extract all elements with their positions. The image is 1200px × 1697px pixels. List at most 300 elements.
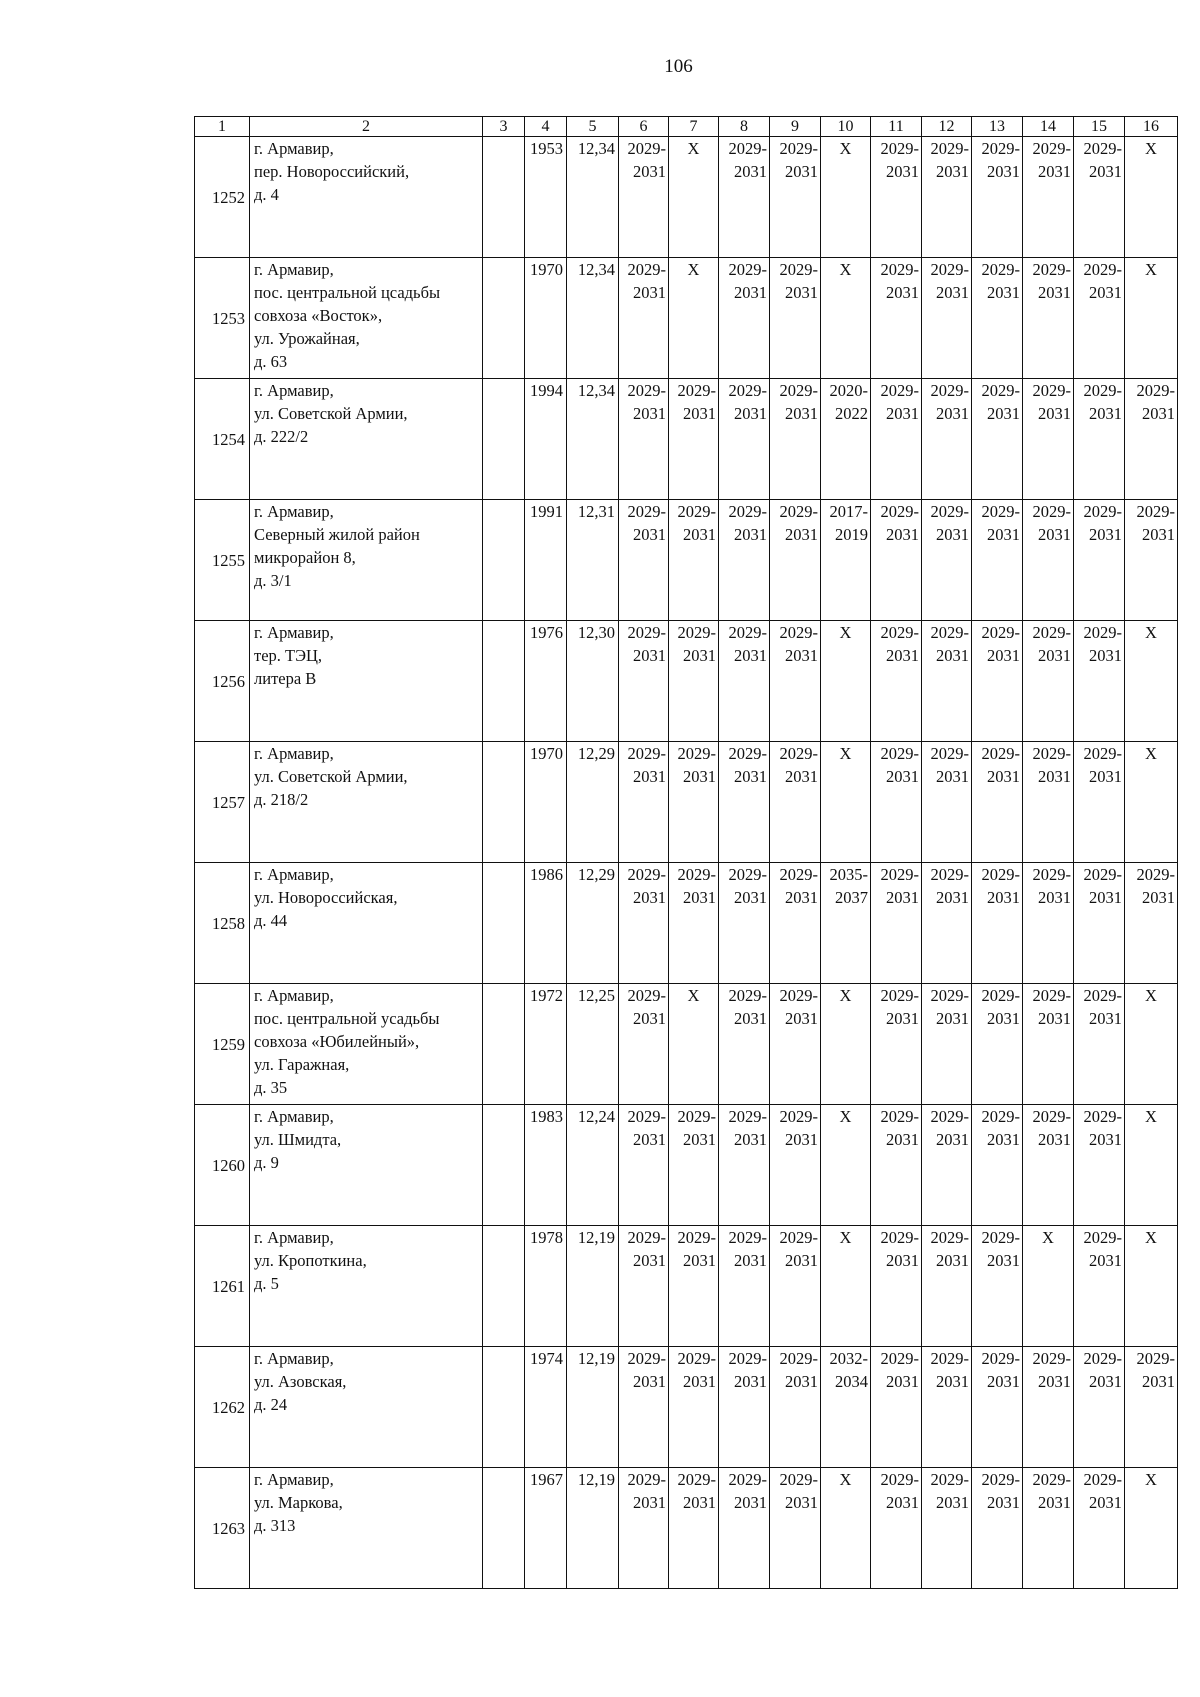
period-value: 2029- 2031 xyxy=(677,381,716,423)
period-value: 2029- 2031 xyxy=(930,623,969,665)
year-cell: 1991 xyxy=(525,500,567,621)
address-line: ул. Советской Армии, xyxy=(254,767,408,786)
period-value: 2029- 2031 xyxy=(627,744,666,786)
period-value: 2029- 2031 xyxy=(981,139,1020,181)
period-cell xyxy=(1125,258,1178,379)
period-cell xyxy=(619,1226,669,1347)
period-value: 2032- 2034 xyxy=(829,1349,868,1391)
address-line: д. 313 xyxy=(254,1516,296,1535)
period-value: 2029- 2031 xyxy=(677,1228,716,1270)
period-value: 2029- 2031 xyxy=(728,623,767,665)
period-cell xyxy=(770,1468,821,1589)
period-value: 2029- 2031 xyxy=(728,139,767,181)
period-value: 2029- 2031 xyxy=(930,744,969,786)
col3-cell xyxy=(483,137,525,258)
period-value: 2029- 2031 xyxy=(930,1470,969,1512)
period-cell xyxy=(1074,621,1125,742)
year-cell: 1953 xyxy=(525,137,567,258)
period-value: 2029- 2031 xyxy=(930,139,969,181)
period-value: 2029- 2031 xyxy=(1032,381,1071,423)
not-required-mark: X xyxy=(1145,1470,1157,1489)
register-table xyxy=(194,116,1178,1589)
header-cell: 6 xyxy=(619,117,669,137)
header-cell: 5 xyxy=(567,117,619,137)
address-line: совхоза «Юбилейный», xyxy=(254,1032,420,1051)
area-cell: 12,29 xyxy=(567,742,619,863)
period-cell xyxy=(619,1347,669,1468)
area-cell: 12,34 xyxy=(567,258,619,379)
col3-cell xyxy=(483,984,525,1105)
period-cell xyxy=(922,1105,972,1226)
period-value: 2029- 2031 xyxy=(930,1349,969,1391)
col3-cell xyxy=(483,742,525,863)
period-value: 2029- 2031 xyxy=(930,865,969,907)
address-cell xyxy=(250,984,483,1105)
year-cell: 1994 xyxy=(525,379,567,500)
period-cell xyxy=(1125,1468,1178,1589)
period-cell xyxy=(719,258,770,379)
period-cell xyxy=(770,379,821,500)
period-cell xyxy=(719,137,770,258)
period-value: 2029- 2031 xyxy=(1083,744,1122,786)
period-value: 2029- 2031 xyxy=(779,1349,818,1391)
area-cell: 12,34 xyxy=(567,379,619,500)
period-value: 2029- 2031 xyxy=(779,139,818,181)
year-cell: 1986 xyxy=(525,863,567,984)
period-cell xyxy=(1074,984,1125,1105)
header-cell: 10 xyxy=(821,117,871,137)
period-cell xyxy=(871,258,922,379)
period-value: 2029- 2031 xyxy=(728,381,767,423)
period-cell xyxy=(619,1468,669,1589)
period-value: 2029- 2031 xyxy=(728,502,767,544)
period-cell xyxy=(871,863,922,984)
period-value: 2029- 2031 xyxy=(1032,1349,1071,1391)
period-cell xyxy=(1074,258,1125,379)
period-cell xyxy=(669,1347,719,1468)
period-cell xyxy=(972,863,1023,984)
address-line: ул. Азовская, xyxy=(254,1372,347,1391)
table-body xyxy=(195,117,1178,1589)
period-cell xyxy=(871,500,922,621)
period-value: 2029- 2031 xyxy=(779,1107,818,1149)
period-value: 2029- 2031 xyxy=(1083,381,1122,423)
period-cell xyxy=(922,500,972,621)
period-cell xyxy=(770,137,821,258)
address-line: д. 63 xyxy=(254,352,288,371)
area-cell: 12,24 xyxy=(567,1105,619,1226)
period-value: 2029- 2031 xyxy=(1083,260,1122,302)
period-value: 2029- 2031 xyxy=(1032,502,1071,544)
period-value: 2029- 2031 xyxy=(627,502,666,544)
period-value: 2029- 2031 xyxy=(981,1107,1020,1149)
period-value: 2029- 2031 xyxy=(930,381,969,423)
period-cell xyxy=(669,500,719,621)
address-cell xyxy=(250,258,483,379)
address-line: г. Армавир, xyxy=(254,502,334,521)
period-value: 2029- 2031 xyxy=(1083,1470,1122,1512)
period-cell xyxy=(770,863,821,984)
period-value: 2029- 2031 xyxy=(677,623,716,665)
period-cell xyxy=(1125,863,1178,984)
period-cell xyxy=(719,500,770,621)
row-number: 1261 xyxy=(195,1226,250,1347)
not-required-mark: X xyxy=(839,1107,852,1126)
period-value: 2029- 2031 xyxy=(779,260,818,302)
col3-cell xyxy=(483,863,525,984)
period-cell xyxy=(821,1105,871,1226)
address-line: пос. центральной усадьбы xyxy=(254,1009,440,1028)
address-line: г. Армавир, xyxy=(254,139,334,158)
period-cell xyxy=(972,1468,1023,1589)
period-cell xyxy=(1074,1226,1125,1347)
period-value: 2029- 2031 xyxy=(1083,139,1122,181)
address-line: д. 24 xyxy=(254,1395,288,1414)
address-cell xyxy=(250,500,483,621)
period-cell xyxy=(871,1468,922,1589)
period-value: 2029- 2031 xyxy=(1083,623,1122,665)
period-cell xyxy=(1023,500,1074,621)
period-value: 2029- 2031 xyxy=(677,1470,716,1512)
period-cell xyxy=(1023,1347,1074,1468)
col3-cell xyxy=(483,500,525,621)
period-value: 2029- 2031 xyxy=(880,139,919,181)
period-cell xyxy=(1023,1226,1074,1347)
period-value: 2029- 2031 xyxy=(779,1228,818,1270)
address-line: г. Армавир, xyxy=(254,381,334,400)
period-value: 2029- 2031 xyxy=(930,502,969,544)
period-cell xyxy=(871,1347,922,1468)
area-cell: 12,30 xyxy=(567,621,619,742)
address-line: ул. Кропоткина, xyxy=(254,1251,367,1270)
period-cell xyxy=(619,984,669,1105)
header-cell: 7 xyxy=(669,117,719,137)
period-value: 2029- 2031 xyxy=(1083,1107,1122,1149)
period-value: 2029- 2031 xyxy=(1083,865,1122,907)
address-cell xyxy=(250,742,483,863)
not-required-mark: X xyxy=(839,139,852,158)
period-cell xyxy=(770,984,821,1105)
address-cell xyxy=(250,1105,483,1226)
area-cell: 12,34 xyxy=(567,137,619,258)
period-value: 2029- 2031 xyxy=(779,381,818,423)
period-value: 2029- 2031 xyxy=(1032,744,1071,786)
period-cell xyxy=(619,621,669,742)
period-cell xyxy=(770,1226,821,1347)
period-cell xyxy=(871,137,922,258)
period-cell xyxy=(821,137,871,258)
period-value: 2017- 2019 xyxy=(829,502,868,544)
year-cell: 1970 xyxy=(525,258,567,379)
address-line: г. Армавир, xyxy=(254,1349,334,1368)
period-cell xyxy=(1074,1347,1125,1468)
col3-cell xyxy=(483,1105,525,1226)
period-cell xyxy=(821,258,871,379)
period-value: 2029- 2031 xyxy=(880,381,919,423)
period-cell xyxy=(1074,863,1125,984)
address-line: г. Армавир, xyxy=(254,744,334,763)
period-cell xyxy=(1074,1468,1125,1589)
period-value: 2029- 2031 xyxy=(1032,139,1071,181)
row-number: 1254 xyxy=(195,379,250,500)
address-line: ул. Новороссийская, xyxy=(254,888,398,907)
period-cell xyxy=(871,379,922,500)
period-cell xyxy=(821,863,871,984)
period-value: 2029- 2031 xyxy=(1083,1228,1122,1270)
header-cell: 9 xyxy=(770,117,821,137)
period-cell xyxy=(821,1347,871,1468)
address-line: Северный жилой район xyxy=(254,525,420,544)
not-required-mark: X xyxy=(1145,1107,1157,1126)
header-cell: 8 xyxy=(719,117,770,137)
address-line: г. Армавир, xyxy=(254,623,334,642)
address-line: микрорайон 8, xyxy=(254,548,356,567)
row-number: 1259 xyxy=(195,984,250,1105)
period-cell xyxy=(1125,500,1178,621)
row-number: 1262 xyxy=(195,1347,250,1468)
area-cell: 12,19 xyxy=(567,1468,619,1589)
period-cell xyxy=(821,1226,871,1347)
period-cell xyxy=(619,1105,669,1226)
area-cell: 12,31 xyxy=(567,500,619,621)
period-cell xyxy=(1125,1105,1178,1226)
area-cell: 12,25 xyxy=(567,984,619,1105)
period-cell xyxy=(719,742,770,863)
col3-cell xyxy=(483,379,525,500)
period-cell xyxy=(922,742,972,863)
period-value: 2029- 2031 xyxy=(1136,381,1175,423)
period-cell xyxy=(1125,621,1178,742)
address-cell xyxy=(250,1226,483,1347)
period-cell xyxy=(1125,1226,1178,1347)
period-cell xyxy=(972,1347,1023,1468)
period-value: 2029- 2031 xyxy=(728,1228,767,1270)
period-value: 2029- 2031 xyxy=(677,502,716,544)
period-value: 2029- 2031 xyxy=(728,260,767,302)
period-cell xyxy=(972,258,1023,379)
period-cell xyxy=(871,984,922,1105)
period-value: 2029- 2031 xyxy=(779,744,818,786)
column-number-header xyxy=(195,117,1178,137)
period-value: 2029- 2031 xyxy=(880,744,919,786)
period-value: 2029- 2031 xyxy=(880,1107,919,1149)
period-cell xyxy=(972,379,1023,500)
row-number: 1263 xyxy=(195,1468,250,1589)
period-cell xyxy=(1125,742,1178,863)
address-line: д. 218/2 xyxy=(254,790,309,809)
address-cell xyxy=(250,621,483,742)
year-cell: 1972 xyxy=(525,984,567,1105)
period-value: 2029- 2031 xyxy=(981,623,1020,665)
period-cell xyxy=(719,863,770,984)
period-cell xyxy=(669,379,719,500)
period-cell xyxy=(669,863,719,984)
address-cell xyxy=(250,863,483,984)
header-cell: 14 xyxy=(1023,117,1074,137)
period-cell xyxy=(770,1105,821,1226)
header-cell: 2 xyxy=(250,117,483,137)
period-value: 2029- 2031 xyxy=(1032,1107,1071,1149)
period-value: 2029- 2031 xyxy=(728,986,767,1028)
address-line: г. Армавир, xyxy=(254,1228,334,1247)
period-cell xyxy=(669,621,719,742)
period-cell xyxy=(770,742,821,863)
period-value: 2029- 2031 xyxy=(1032,865,1071,907)
period-cell xyxy=(770,1347,821,1468)
period-value: 2029- 2031 xyxy=(627,623,666,665)
address-line: д. 9 xyxy=(254,1153,279,1172)
row-number: 1255 xyxy=(195,500,250,621)
period-value: 2029- 2031 xyxy=(779,865,818,907)
period-cell xyxy=(1023,137,1074,258)
area-cell: 12,19 xyxy=(567,1226,619,1347)
period-cell xyxy=(770,258,821,379)
not-required-mark: X xyxy=(1145,139,1157,158)
not-required-mark: X xyxy=(839,1228,852,1247)
address-cell xyxy=(250,1347,483,1468)
row-number: 1258 xyxy=(195,863,250,984)
period-cell xyxy=(619,258,669,379)
area-cell: 12,19 xyxy=(567,1347,619,1468)
address-line: совхоза «Восток», xyxy=(254,306,383,325)
period-value: 2029- 2031 xyxy=(1032,1470,1071,1512)
period-value: 2029- 2031 xyxy=(1032,623,1071,665)
period-value: 2029- 2031 xyxy=(627,1470,666,1512)
period-value: 2029- 2031 xyxy=(1136,502,1175,544)
address-line: пер. Новороссийский, xyxy=(254,162,410,181)
header-cell: 16 xyxy=(1125,117,1178,137)
not-required-mark: X xyxy=(839,744,852,763)
not-required-mark: X xyxy=(839,260,852,279)
period-value: 2029- 2031 xyxy=(677,1349,716,1391)
not-required-mark: X xyxy=(1042,1228,1054,1247)
period-value: 2035- 2037 xyxy=(829,865,868,907)
period-value: 2029- 2031 xyxy=(930,260,969,302)
year-cell: 1976 xyxy=(525,621,567,742)
period-value: 2029- 2031 xyxy=(779,986,818,1028)
header-cell: 13 xyxy=(972,117,1023,137)
year-cell: 1967 xyxy=(525,1468,567,1589)
table-row xyxy=(195,379,1178,500)
period-value: 2029- 2031 xyxy=(880,1228,919,1270)
period-value: 2029- 2031 xyxy=(627,1107,666,1149)
period-cell xyxy=(972,500,1023,621)
col3-cell xyxy=(483,1226,525,1347)
period-cell xyxy=(669,1105,719,1226)
period-cell xyxy=(719,1468,770,1589)
row-number: 1252 xyxy=(195,137,250,258)
period-value: 2029- 2031 xyxy=(880,623,919,665)
col3-cell xyxy=(483,1468,525,1589)
not-required-mark: X xyxy=(1145,623,1157,642)
address-line: литера В xyxy=(254,669,317,688)
address-line: д. 44 xyxy=(254,911,288,930)
not-required-mark: X xyxy=(839,1470,852,1489)
period-cell xyxy=(1023,1105,1074,1226)
period-value: 2029- 2031 xyxy=(627,1349,666,1391)
header-cell: 4 xyxy=(525,117,567,137)
not-required-mark: X xyxy=(839,986,852,1005)
header-cell: 1 xyxy=(195,117,250,137)
period-value: 2029- 2031 xyxy=(627,381,666,423)
period-cell xyxy=(669,984,719,1105)
period-value: 2029- 2031 xyxy=(677,865,716,907)
period-value: 2029- 2031 xyxy=(627,865,666,907)
period-value: 2029- 2031 xyxy=(779,623,818,665)
address-line: ул. Урожайная, xyxy=(254,329,360,348)
address-line: г. Армавир, xyxy=(254,986,334,1005)
period-value: 2020- 2022 xyxy=(829,381,868,423)
period-value: 2029- 2031 xyxy=(1032,260,1071,302)
address-cell xyxy=(250,1468,483,1589)
not-required-mark: X xyxy=(839,623,852,642)
period-cell xyxy=(1023,258,1074,379)
period-cell xyxy=(871,1105,922,1226)
period-value: 2029- 2031 xyxy=(1083,1349,1122,1391)
period-cell xyxy=(972,621,1023,742)
period-value: 2029- 2031 xyxy=(1083,986,1122,1028)
period-cell xyxy=(922,137,972,258)
address-line: ул. Гаражная, xyxy=(254,1055,350,1074)
period-cell xyxy=(1023,863,1074,984)
period-cell xyxy=(619,500,669,621)
address-line: д. 5 xyxy=(254,1274,279,1293)
address-line: пос. центральной цсадьбы xyxy=(254,283,441,302)
period-value: 2029- 2031 xyxy=(981,865,1020,907)
period-cell xyxy=(922,984,972,1105)
period-cell xyxy=(669,258,719,379)
period-cell xyxy=(972,137,1023,258)
period-value: 2029- 2031 xyxy=(981,502,1020,544)
period-value: 2029- 2031 xyxy=(880,502,919,544)
not-required-mark: X xyxy=(1145,986,1157,1005)
period-value: 2029- 2031 xyxy=(1136,1349,1175,1391)
period-value: 2029- 2031 xyxy=(930,1107,969,1149)
period-value: 2029- 2031 xyxy=(981,381,1020,423)
period-value: 2029- 2031 xyxy=(728,1470,767,1512)
table-row xyxy=(195,137,1178,258)
period-value: 2029- 2031 xyxy=(880,986,919,1028)
period-cell xyxy=(719,379,770,500)
table-row xyxy=(195,742,1178,863)
period-cell xyxy=(619,379,669,500)
period-value: 2029- 2031 xyxy=(728,1107,767,1149)
period-value: 2029- 2031 xyxy=(627,139,666,181)
period-value: 2029- 2031 xyxy=(880,260,919,302)
period-cell xyxy=(619,742,669,863)
period-cell xyxy=(922,621,972,742)
table-row xyxy=(195,621,1178,742)
period-value: 2029- 2031 xyxy=(779,1470,818,1512)
period-cell xyxy=(1074,500,1125,621)
period-value: 2029- 2031 xyxy=(627,260,666,302)
period-cell xyxy=(719,984,770,1105)
period-cell xyxy=(922,1468,972,1589)
period-value: 2029- 2031 xyxy=(1032,986,1071,1028)
period-cell xyxy=(821,621,871,742)
address-line: г. Армавир, xyxy=(254,865,334,884)
period-cell xyxy=(821,984,871,1105)
period-cell xyxy=(619,863,669,984)
period-value: 2029- 2031 xyxy=(677,1107,716,1149)
address-line: г. Армавир, xyxy=(254,1107,334,1126)
period-cell xyxy=(821,500,871,621)
period-cell xyxy=(669,742,719,863)
address-line: д. 35 xyxy=(254,1078,288,1097)
period-cell xyxy=(1074,742,1125,863)
year-cell: 1978 xyxy=(525,1226,567,1347)
year-cell: 1970 xyxy=(525,742,567,863)
